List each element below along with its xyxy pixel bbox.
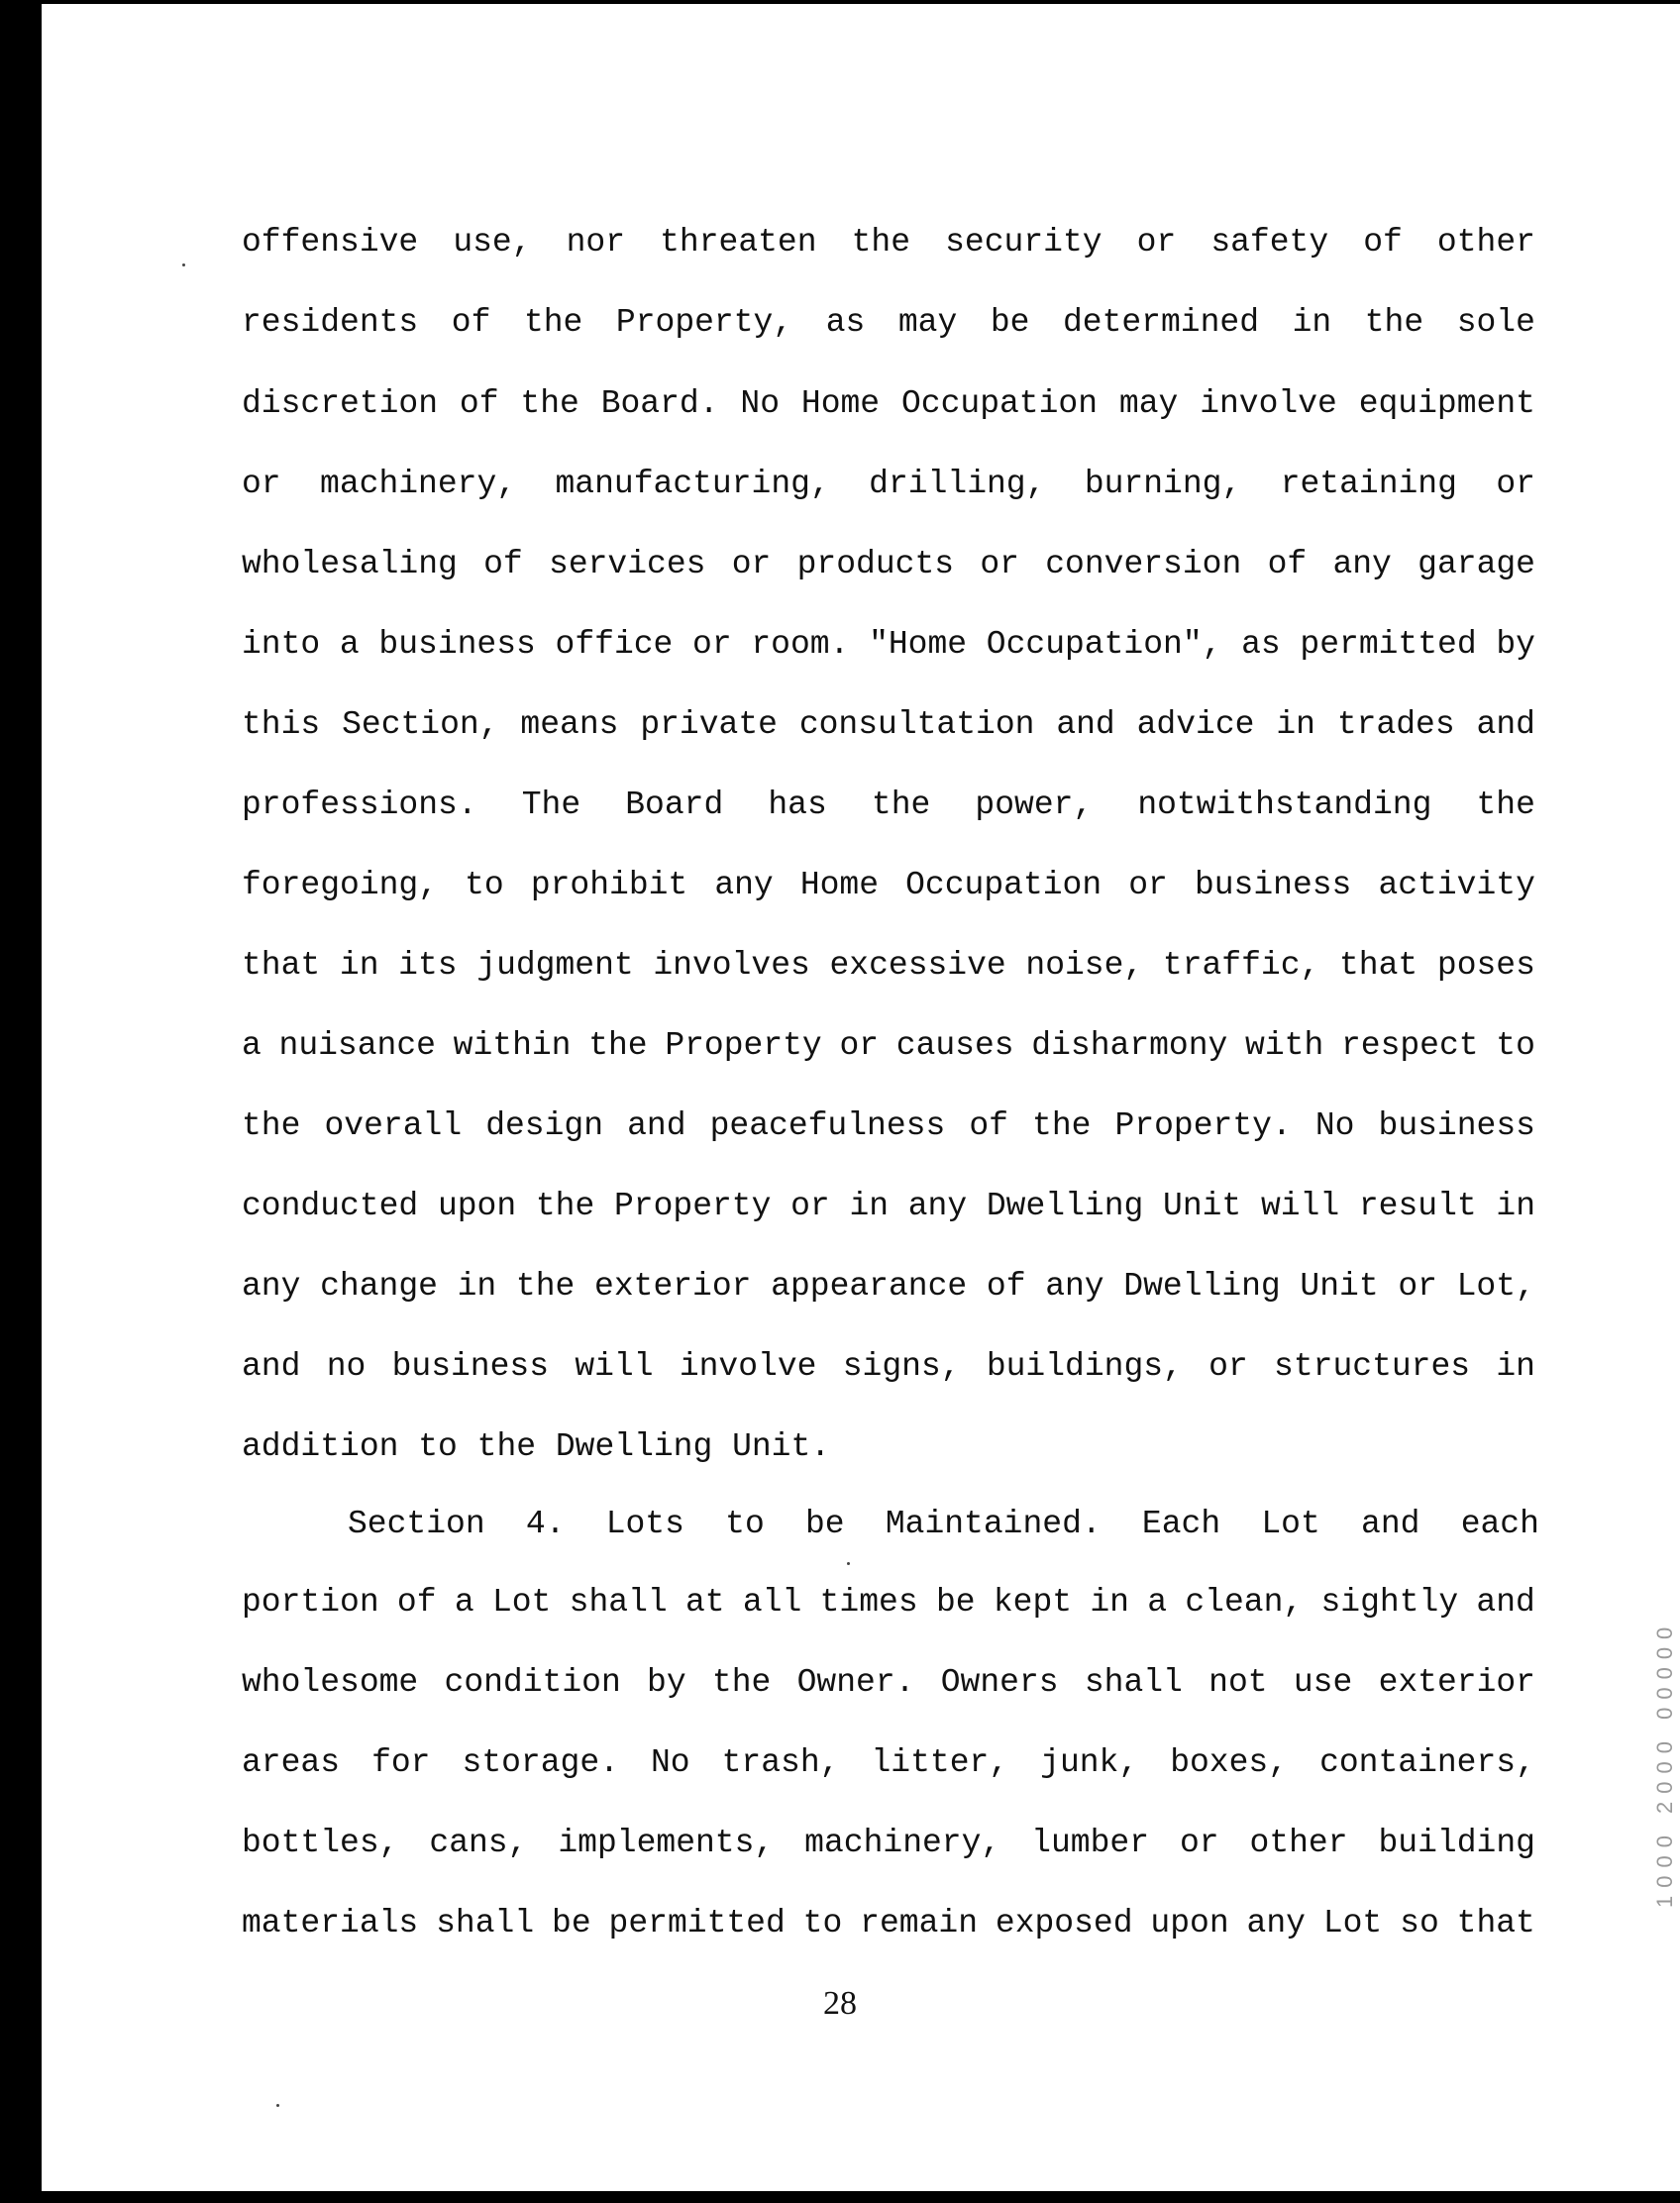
word: wholesome (242, 1664, 419, 1701)
word: or (1398, 1268, 1437, 1305)
word: of (969, 1107, 1008, 1144)
word: manufacturing, (555, 466, 830, 502)
word: the (523, 304, 583, 341)
word: respect (1340, 1027, 1479, 1064)
word: lumber (1031, 1825, 1149, 1861)
word: wholesaling (242, 546, 458, 582)
word: Unit (1300, 1268, 1379, 1305)
word: implements, (558, 1825, 775, 1861)
text-line (242, 1342, 1535, 1392)
word: exterior (594, 1268, 752, 1305)
word: Dwelling (986, 1188, 1144, 1224)
text-line: addition to the Dwelling Unit. (242, 1428, 831, 1465)
text-line (242, 540, 1535, 589)
word: the (242, 1107, 301, 1144)
word: litter, (871, 1744, 1009, 1781)
word: business (1378, 1107, 1535, 1144)
text-line (242, 1262, 1535, 1311)
text-line (242, 460, 1535, 509)
scan-speck (182, 263, 185, 266)
word: business (1194, 867, 1352, 903)
word: of (986, 1268, 1026, 1305)
word: Lots (605, 1506, 684, 1542)
word: Lot (491, 1584, 552, 1621)
word: Owner. (796, 1664, 915, 1701)
word: for (371, 1744, 431, 1781)
word: and (1476, 1584, 1535, 1621)
word: and (242, 1348, 301, 1385)
word: so (1400, 1905, 1439, 1941)
word: any (907, 1188, 968, 1224)
word: Lot, (1456, 1268, 1535, 1305)
word: to (465, 867, 504, 903)
text-line (242, 1182, 1535, 1231)
word: excessive (829, 947, 1006, 984)
section-heading-line (348, 1500, 1539, 1549)
word: safety (1210, 224, 1329, 261)
word: and (627, 1107, 686, 1144)
word: the (851, 224, 911, 261)
word: this (242, 706, 321, 743)
word: any (714, 867, 774, 903)
scan-speck (276, 2104, 279, 2107)
word: offensive (242, 224, 419, 261)
word: in (1496, 1188, 1535, 1224)
word: consultation (798, 706, 1035, 743)
word: office (555, 626, 674, 663)
word: be (990, 304, 1030, 341)
scan-border-top (0, 0, 1680, 4)
word: boxes, (1170, 1744, 1289, 1781)
word: or (692, 626, 732, 663)
word: sightly (1320, 1584, 1459, 1621)
word: within (453, 1027, 572, 1064)
text-line (242, 781, 1535, 830)
word: Unit (1163, 1188, 1242, 1224)
word: drilling, (869, 466, 1046, 502)
word: The (521, 787, 581, 823)
word: each (1460, 1506, 1539, 1542)
text-line (242, 1578, 1535, 1627)
word: No (1314, 1107, 1355, 1144)
word: shall (1084, 1664, 1183, 1701)
word: has (768, 787, 827, 823)
word: business (378, 626, 536, 663)
word: in (1292, 304, 1332, 341)
text-line (242, 1102, 1535, 1151)
word: use, (453, 224, 532, 261)
word: or (980, 546, 1019, 582)
word: that (242, 947, 321, 984)
text-line (242, 1658, 1535, 1708)
word: machinery, (320, 466, 517, 502)
word: private (640, 706, 778, 743)
word: professions. (242, 787, 477, 823)
word: shall (569, 1584, 668, 1621)
word: and (1361, 1506, 1420, 1542)
text-line (242, 941, 1535, 991)
word: in (1496, 1348, 1535, 1385)
word: to (1496, 1027, 1535, 1064)
word: will (1260, 1188, 1340, 1224)
word: retaining (1280, 466, 1457, 502)
word: will (575, 1348, 654, 1385)
word: be (552, 1905, 591, 1941)
word: Occupation (900, 385, 1099, 422)
word: advice (1136, 706, 1255, 743)
scan-border-bottom (0, 2191, 1680, 2203)
page-number: 28 (823, 1985, 857, 2022)
word: peacefulness (709, 1107, 946, 1144)
word: the (515, 1268, 576, 1305)
text-line (242, 298, 1535, 348)
word: or (839, 1027, 880, 1064)
word: sole (1456, 304, 1535, 341)
word: be (935, 1584, 976, 1621)
word: as (1241, 626, 1281, 663)
word: or (1496, 466, 1535, 502)
word: Maintained. (885, 1506, 1102, 1542)
word: nor (566, 224, 626, 261)
word: result (1358, 1188, 1477, 1224)
word: prohibit (530, 867, 688, 903)
text-line (242, 1899, 1535, 1948)
word: the (871, 787, 931, 823)
word: the (1032, 1107, 1092, 1144)
word: Home (800, 385, 881, 422)
word: the (520, 385, 579, 422)
scan-border-left (0, 0, 42, 2203)
word: Lot (1261, 1506, 1320, 1542)
word: portion (242, 1584, 379, 1621)
word: areas (242, 1744, 341, 1781)
word: may (897, 304, 958, 341)
word: exposed (995, 1905, 1133, 1941)
word: clean, (1185, 1584, 1304, 1621)
word: machinery, (804, 1825, 1001, 1861)
word: any (1045, 1268, 1104, 1305)
text-line (242, 1819, 1535, 1868)
word: by (1496, 626, 1535, 663)
text-line (242, 218, 1535, 267)
word: may (1118, 385, 1179, 422)
text-line (242, 1021, 1535, 1071)
word: or (1136, 224, 1177, 261)
word: or (242, 466, 281, 502)
word: or (1179, 1825, 1219, 1861)
word: involve (1200, 385, 1337, 422)
word: and (1476, 706, 1535, 743)
word: of (1267, 546, 1308, 582)
word: Occupation (905, 867, 1102, 903)
word: appearance (771, 1268, 968, 1305)
word: buildings, (986, 1348, 1183, 1385)
bates-stamp: 1000 2000 00000 (1652, 1619, 1677, 1908)
word: the (588, 1027, 648, 1064)
word: upon (1150, 1905, 1229, 1941)
word: upon (437, 1188, 517, 1224)
word: remain (860, 1905, 978, 1941)
word: traffic, (1162, 947, 1320, 984)
word: disharmony (1031, 1027, 1228, 1064)
word: in (457, 1268, 497, 1305)
word: Property (613, 1188, 772, 1224)
word: causes (895, 1027, 1014, 1064)
word: in (849, 1188, 890, 1224)
word: a (1147, 1584, 1168, 1621)
word: Property, (615, 304, 793, 341)
word: other (1249, 1825, 1348, 1861)
word: trash, (721, 1744, 840, 1781)
word: be (805, 1506, 845, 1542)
word: equipment (1358, 385, 1535, 422)
word: Section (348, 1506, 485, 1542)
word: change (320, 1268, 438, 1305)
word: junk, (1040, 1744, 1139, 1781)
word: poses (1436, 947, 1535, 984)
word: of (1363, 224, 1403, 261)
word: Dwelling (1123, 1268, 1281, 1305)
word: security (945, 224, 1102, 261)
word: to (725, 1506, 765, 1542)
word: power, (975, 787, 1094, 823)
word: its (398, 947, 458, 984)
word: garage (1418, 546, 1535, 582)
word: condition (444, 1664, 621, 1701)
word: residents (242, 304, 419, 341)
word: building (1378, 1825, 1535, 1861)
word: exterior (1378, 1664, 1535, 1701)
word: signs, (842, 1348, 961, 1385)
word: all (742, 1584, 802, 1621)
word: means (520, 706, 619, 743)
word: in (1276, 706, 1315, 743)
word: nuisance (278, 1027, 436, 1064)
word: or (790, 1188, 830, 1224)
word: other (1436, 224, 1535, 261)
word: containers, (1319, 1744, 1535, 1781)
word: storage. (462, 1744, 619, 1781)
word: of (483, 546, 523, 582)
word: of (451, 304, 491, 341)
word: in (1090, 1584, 1129, 1621)
word: the (1476, 787, 1535, 823)
word: to (802, 1905, 843, 1941)
word: any (1246, 1905, 1306, 1941)
word: discretion (242, 385, 439, 422)
word: or (1208, 1348, 1248, 1385)
word: any (242, 1268, 301, 1305)
word: of (396, 1584, 437, 1621)
word: room. (751, 626, 850, 663)
word: Property (665, 1027, 822, 1064)
word: involve (679, 1348, 817, 1385)
word: Each (1141, 1506, 1221, 1542)
word: a (242, 1027, 262, 1064)
word: no (326, 1348, 367, 1385)
word: conducted (242, 1188, 419, 1224)
word: business (391, 1348, 550, 1385)
word: "Home (869, 626, 968, 663)
word: activity (1378, 867, 1535, 903)
word: Section, (342, 706, 499, 743)
word: services (549, 546, 706, 582)
word: into (242, 626, 321, 663)
word: noise, (1025, 947, 1144, 984)
word: by (647, 1664, 686, 1701)
word: involves (653, 947, 810, 984)
word: Board (625, 787, 724, 823)
text-line (242, 379, 1535, 429)
word: Home (799, 867, 880, 903)
word: Lot (1322, 1905, 1383, 1941)
word: the (535, 1188, 595, 1224)
word: judgment (476, 947, 634, 984)
word: or (1128, 867, 1168, 903)
word: of (459, 385, 499, 422)
word: overall (324, 1107, 463, 1144)
word: in (339, 947, 379, 984)
word: materials (242, 1905, 419, 1941)
word: products (796, 546, 955, 582)
word: design (485, 1107, 604, 1144)
word: and (1056, 706, 1115, 743)
word: Owners (940, 1664, 1059, 1701)
word: structures (1274, 1348, 1471, 1385)
word: the (1364, 304, 1424, 341)
word: use (1293, 1664, 1353, 1701)
word: permitted (1300, 626, 1477, 663)
word: times (819, 1584, 918, 1621)
text-line (242, 700, 1535, 750)
text-line (242, 620, 1535, 670)
word: a (339, 626, 360, 663)
word: kept (993, 1584, 1073, 1621)
word: at (684, 1584, 725, 1621)
word: 4. (525, 1506, 566, 1542)
word: foregoing, (242, 867, 439, 903)
word: notwithstanding (1137, 787, 1432, 823)
word: Property. (1114, 1107, 1292, 1144)
word: with (1245, 1027, 1324, 1064)
word: trades (1336, 706, 1455, 743)
word: that (1456, 1905, 1535, 1941)
word: not (1208, 1664, 1268, 1701)
text-line (242, 1738, 1535, 1788)
word: the (711, 1664, 772, 1701)
word: or (731, 546, 772, 582)
word: bottles, (242, 1825, 399, 1861)
word: permitted (608, 1905, 786, 1941)
word: cans, (429, 1825, 528, 1861)
word: threaten (660, 224, 817, 261)
word: No (740, 385, 781, 422)
word: a (454, 1584, 474, 1621)
word: any (1332, 546, 1392, 582)
word: burning, (1084, 466, 1242, 502)
word: Occupation", (986, 626, 1222, 663)
word: shall (436, 1905, 535, 1941)
text-line (242, 861, 1535, 910)
word: determined (1062, 304, 1260, 341)
word: No (650, 1744, 690, 1781)
word: as (825, 304, 866, 341)
scan-speck (847, 1562, 850, 1565)
word: Board. (600, 385, 719, 422)
word: conversion (1045, 546, 1242, 582)
word: that (1339, 947, 1418, 984)
